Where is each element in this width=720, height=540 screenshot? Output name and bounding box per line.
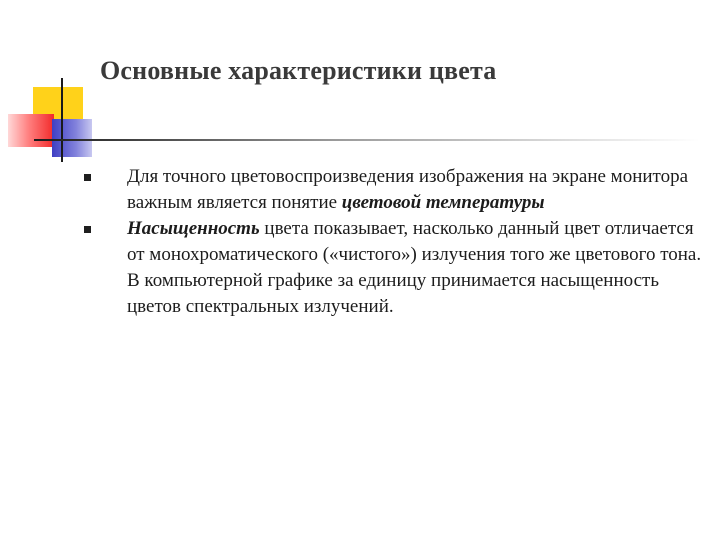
bullet-emphasis: цветовой температуры <box>341 192 545 213</box>
decor-vertical-line <box>61 78 63 162</box>
bullet-item <box>84 216 704 320</box>
bullet-text: цвета показывает, насколько данный цвет отличается от монохроматического («чистого») излучения того же цветового тона. В компьютерной графике за единицу принимается насыщенность цветов спектральных излучений. <box>127 218 702 317</box>
bullet-item <box>84 164 704 216</box>
bullet-emphasis: Насыщенность <box>127 218 260 239</box>
decor-blue-square <box>52 119 92 157</box>
decor-red-square <box>8 114 54 147</box>
bullet-square-icon <box>84 174 91 181</box>
title-underline <box>34 139 700 141</box>
slide-title: Основные характеристики цвета <box>100 56 497 85</box>
bullet-list <box>84 164 704 320</box>
bullet-text: Для точного цветовоспроизведения изображения на экране монитора важным является понятие <box>127 166 689 213</box>
bullet-square-icon <box>84 226 91 233</box>
